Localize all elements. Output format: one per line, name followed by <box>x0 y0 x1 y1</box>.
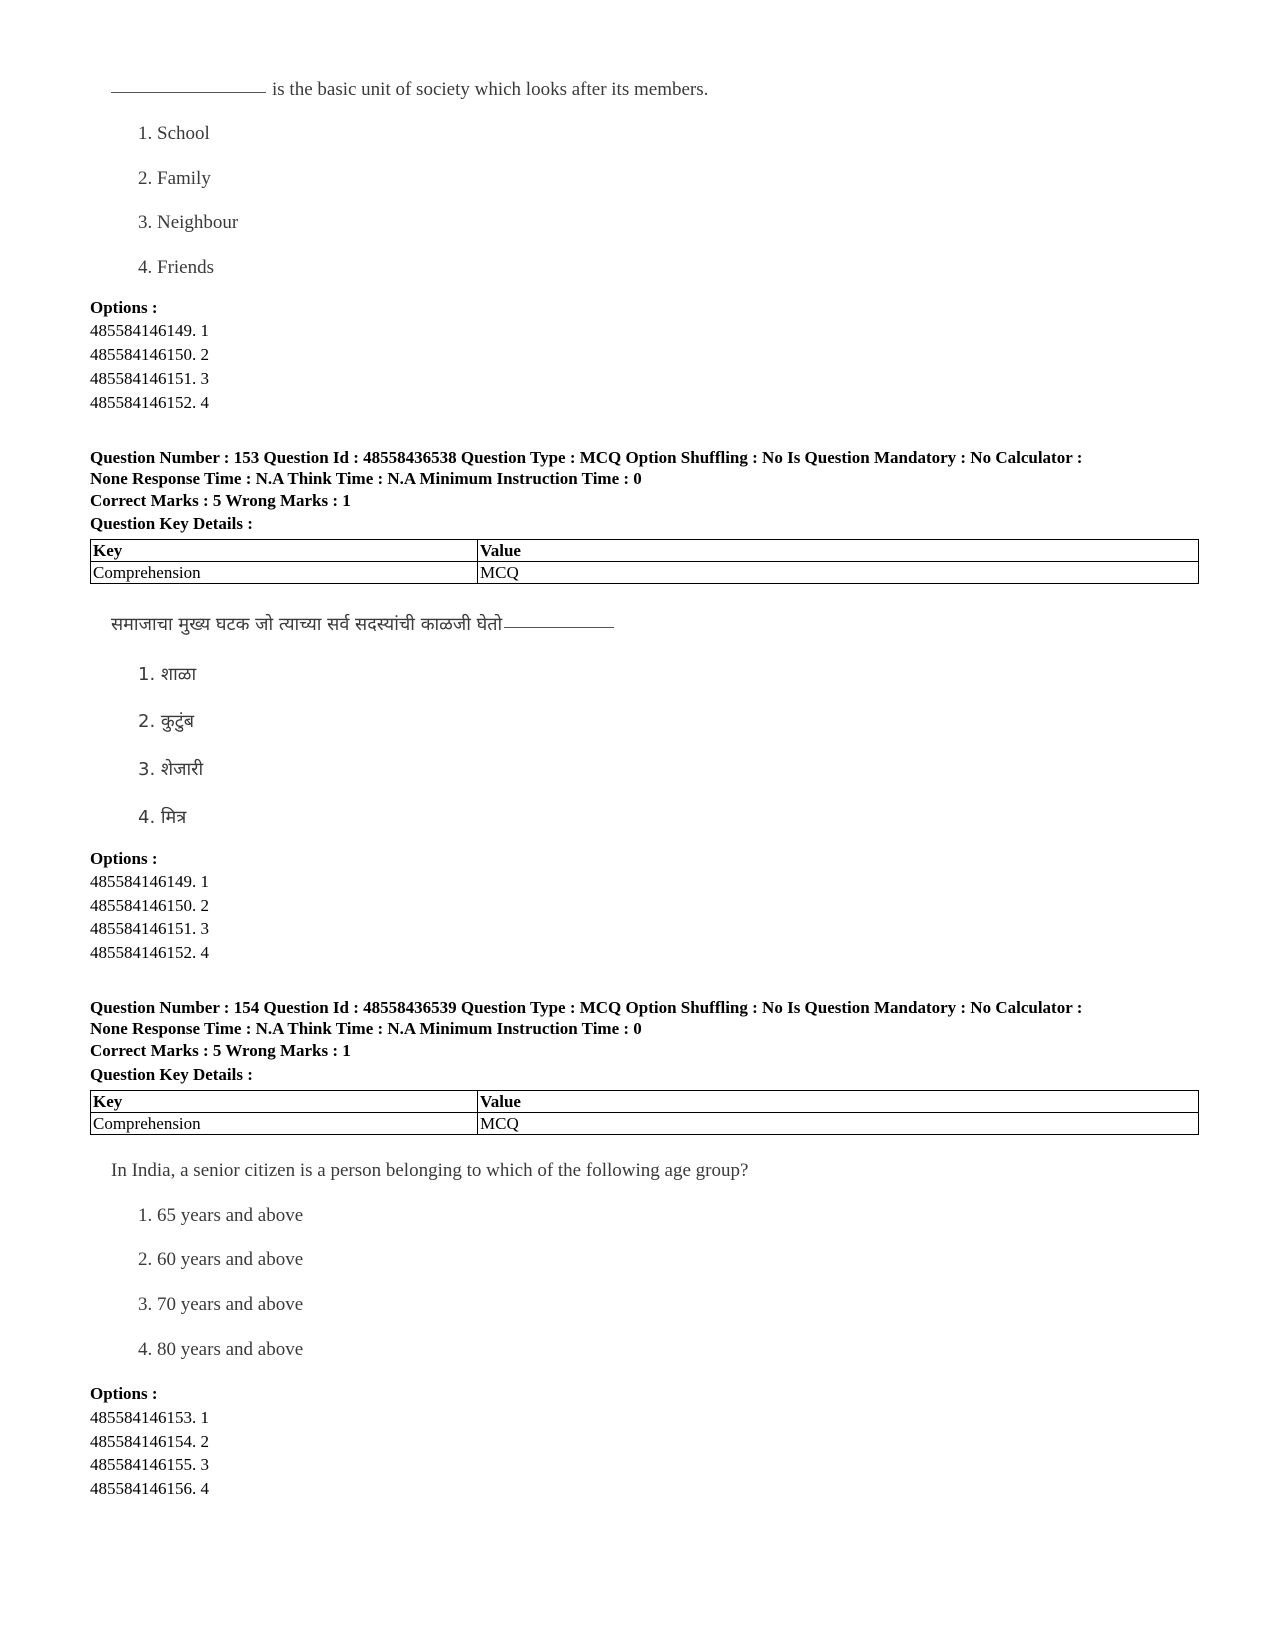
question-152-choice-1: 1. School <box>138 123 210 144</box>
option-id: 485584146149. 1 <box>90 321 209 340</box>
question-153-choice-1: 1. शाळा <box>138 664 197 685</box>
options-label: Options : <box>90 298 158 317</box>
header-line: Question Number : 154 Question Id : 48558436539 Question Type : MCQ Option Shuffling : No Is Question Mandatory : No Calculator : <box>90 998 1083 1017</box>
options-label: Options : <box>90 1384 158 1403</box>
question-153-choice-4: 4. मित्र <box>138 807 187 828</box>
question-154-stem: In India, a senior citizen is a person belonging to which of the following age group? <box>111 1160 749 1181</box>
question-152-choice-2: 2. Family <box>138 168 211 189</box>
question-153-choice-2: 2. कुटुंब <box>138 711 195 732</box>
table-header-key: Key <box>91 1091 478 1113</box>
question-153-key-details-label: Question Key Details : <box>90 514 253 533</box>
question-154-choice-3: 3. 70 years and above <box>138 1294 304 1315</box>
question-153-header <box>90 447 1210 489</box>
header-line: Question Number : 153 Question Id : 48558436538 Question Type : MCQ Option Shuffling : No Is Question Mandatory : No Calculator : <box>90 448 1083 467</box>
question-154-choice-2: 2. 60 years and above <box>138 1249 304 1270</box>
table-cell-value: MCQ <box>478 562 1199 584</box>
option-id: 485584146153. 1 <box>90 1408 209 1427</box>
option-id: 485584146152. 4 <box>90 393 209 412</box>
option-id: 485584146151. 3 <box>90 919 209 938</box>
question-152-choice-3: 3. Neighbour <box>138 212 239 233</box>
table-header-value: Value <box>478 1091 1199 1113</box>
option-id: 485584146156. 4 <box>90 1479 209 1498</box>
header-line: None Response Time : N.A Think Time : N.A Minimum Instruction Time : 0 <box>90 1019 642 1038</box>
table-row <box>91 562 1199 584</box>
option-id: 485584146151. 3 <box>90 369 209 388</box>
question-154-choice-4: 4. 80 years and above <box>138 1339 304 1360</box>
question-153-marks: Correct Marks : 5 Wrong Marks : 1 <box>90 491 351 510</box>
question-152-stem: is the basic unit of society which looks after its members. <box>111 79 708 101</box>
table-header-value: Value <box>478 540 1199 562</box>
table-cell-value: MCQ <box>478 1113 1199 1135</box>
table-header-key: Key <box>91 540 478 562</box>
option-id: 485584146152. 4 <box>90 943 209 962</box>
question-154-key-details-label: Question Key Details : <box>90 1065 253 1084</box>
question-154-marks: Correct Marks : 5 Wrong Marks : 1 <box>90 1041 351 1060</box>
header-line: None Response Time : N.A Think Time : N.A Minimum Instruction Time : 0 <box>90 469 642 488</box>
fill-blank <box>504 627 614 628</box>
option-id: 485584146154. 2 <box>90 1432 209 1451</box>
options-label: Options : <box>90 849 158 868</box>
question-153-key-table <box>90 539 1199 584</box>
question-153-stem: समाजाचा मुख्य घटक जो त्याच्या सर्व सदस्यांची काळजी घेतो <box>111 612 614 636</box>
table-cell-key: Comprehension <box>91 562 478 584</box>
question-154-header <box>90 997 1210 1039</box>
table-header-row <box>91 1091 1199 1113</box>
table-header-row <box>91 540 1199 562</box>
fill-blank <box>111 92 266 93</box>
question-154-key-table <box>90 1090 1199 1135</box>
question-152-choice-4: 4. Friends <box>138 257 214 278</box>
question-153-choice-3: 3. शेजारी <box>138 759 204 780</box>
option-id: 485584146150. 2 <box>90 345 209 364</box>
table-cell-key: Comprehension <box>91 1113 478 1135</box>
option-id: 485584146150. 2 <box>90 896 209 915</box>
question-154-choice-1: 1. 65 years and above <box>138 1205 304 1226</box>
option-id: 485584146155. 3 <box>90 1455 209 1474</box>
option-id: 485584146149. 1 <box>90 872 209 891</box>
table-row <box>91 1113 1199 1135</box>
